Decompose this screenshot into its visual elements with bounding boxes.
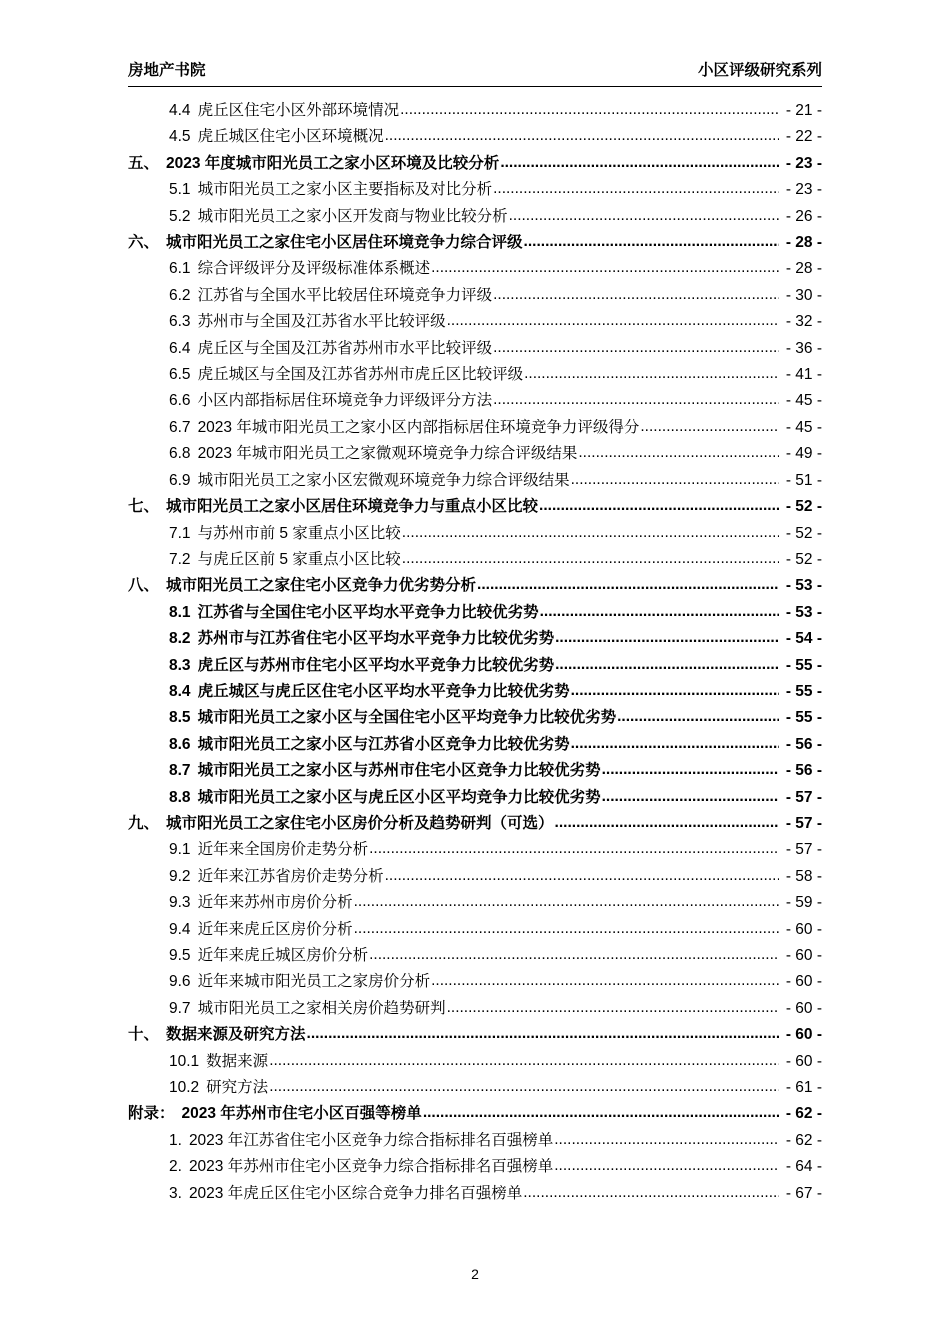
toc-entry-number: 8.7 — [169, 762, 191, 780]
toc-entry[interactable] — [128, 521, 822, 547]
toc-leader-dots — [602, 757, 779, 783]
toc-entry[interactable] — [128, 468, 822, 494]
toc-leader-dots — [539, 493, 779, 519]
toc-entry-number: 2. — [169, 1158, 182, 1176]
toc-entry-label: 城市阳光员工之家住宅小区竞争力优劣势分析 — [166, 577, 477, 595]
toc-entry[interactable] — [128, 890, 822, 916]
toc-leader-dots — [524, 229, 779, 255]
toc-leader-dots — [400, 97, 779, 123]
toc-leader-dots — [578, 440, 779, 466]
toc-entry-label: 2023 年苏州市住宅小区竞争力综合指标排名百强榜单 — [188, 1158, 554, 1176]
toc-leader-dots — [602, 784, 779, 810]
toc-entry-number: 6.9 — [169, 471, 191, 489]
toc-leader-dots — [477, 572, 779, 598]
toc-entry-page: - 57 - — [785, 788, 822, 806]
toc-leader-dots — [493, 335, 779, 361]
toc-entry-label: 城市阳光员工之家相关房价趋势研判 — [197, 999, 446, 1017]
toc-entry-label: 2023 年江苏省住宅小区竞争力综合指标排名百强榜单 — [188, 1131, 554, 1149]
toc-leader-dots — [493, 387, 779, 413]
toc-entry-number: 7.1 — [169, 524, 191, 542]
toc-entry-number: 4.4 — [169, 102, 191, 119]
toc-entry-page: - 54 - — [785, 630, 822, 648]
header-divider — [128, 86, 822, 87]
toc-entry-number: 9.1 — [169, 841, 191, 859]
table-of-contents — [128, 98, 822, 1207]
toc-leader-dots — [571, 467, 779, 493]
toc-entry-number: 6.6 — [169, 392, 191, 410]
toc-entry-page: - 60 - — [785, 973, 822, 991]
toc-entry-number: 8.8 — [169, 788, 191, 806]
toc-entry[interactable] — [128, 494, 822, 520]
toc-entry-page: - 32 - — [785, 313, 822, 331]
toc-entry[interactable] — [128, 177, 822, 203]
toc-entry[interactable] — [128, 600, 822, 626]
toc-leader-dots — [555, 625, 779, 651]
toc-entry-number: 八、 — [128, 577, 160, 595]
toc-entry-label: 数据来源及研究方法 — [166, 1026, 306, 1044]
toc-entry-label: 2023 年度城市阳光员工之家小区环境及比较分析 — [166, 154, 500, 172]
toc-entry-label: 虎丘区与全国及江苏省苏州市水平比较评级 — [197, 339, 493, 357]
toc-entry-number: 1. — [169, 1131, 182, 1149]
toc-leader-dots — [402, 520, 779, 546]
toc-entry-page: - 52 - — [785, 498, 822, 516]
toc-entry-number: 9.7 — [169, 999, 191, 1017]
toc-entry[interactable] — [128, 336, 822, 362]
toc-leader-dots — [269, 1048, 779, 1074]
toc-entry-page: - 28 - — [785, 234, 822, 252]
toc-leader-dots — [523, 1180, 779, 1206]
toc-entry-label: 近年来城市阳光员工之家房价分析 — [197, 973, 431, 991]
toc-entry[interactable] — [128, 837, 822, 863]
toc-entry[interactable] — [128, 1049, 822, 1075]
toc-entry-page: - 62 - — [785, 1105, 822, 1123]
toc-leader-dots — [500, 150, 779, 176]
toc-leader-dots — [402, 546, 779, 572]
toc-entry-number: 10.2 — [169, 1079, 200, 1097]
toc-entry-page: - 41 - — [785, 366, 822, 384]
toc-leader-dots — [617, 704, 779, 730]
toc-entry-number: 5.1 — [169, 181, 191, 199]
toc-entry-number: 9.3 — [169, 894, 191, 912]
toc-entry[interactable] — [128, 732, 822, 758]
toc-entry-label: 虎丘城区住宅小区环境概况 — [197, 128, 384, 146]
toc-entry-page: - 60 - — [785, 1052, 822, 1070]
toc-entry-label: 近年来江苏省房价走势分析 — [197, 867, 384, 885]
toc-entry-number: 6.8 — [169, 445, 191, 463]
toc-entry-number: 7.2 — [169, 550, 191, 568]
toc-entry-page: - 22 - — [785, 128, 822, 146]
toc-entry[interactable] — [128, 256, 822, 282]
page-number: 2 — [471, 1266, 479, 1282]
toc-entry-label: 2023 年城市阳光员工之家微观环境竞争力综合评级结果 — [197, 445, 578, 463]
toc-entry-number: 9.4 — [169, 920, 191, 938]
toc-entry-label: 虎丘区与苏州市住宅小区平均水平竞争力比较优劣势 — [197, 656, 555, 674]
toc-entry-label: 江苏省与全国水平比较居住环境竞争力评级 — [197, 286, 493, 304]
toc-entry-number: 6.5 — [169, 366, 191, 384]
toc-entry-number: 8.1 — [169, 603, 191, 621]
toc-entry-page: - 23 - — [785, 181, 822, 199]
toc-entry-number: 8.5 — [169, 709, 191, 727]
toc-entry-label: 数据来源 — [206, 1052, 269, 1070]
toc-entry-number: 9.6 — [169, 973, 191, 991]
toc-entry-page: - 55 - — [785, 656, 822, 674]
toc-entry[interactable] — [128, 124, 822, 150]
toc-entry-label: 近年来苏州市房价分析 — [197, 894, 353, 912]
toc-entry-label: 近年来虎丘城区房价分析 — [197, 947, 369, 964]
toc-entry-label: 城市阳光员工之家小区与虎丘区小区平均竞争力比较优劣势 — [197, 788, 601, 806]
toc-leader-dots — [571, 731, 779, 757]
toc-entry[interactable] — [128, 705, 822, 731]
toc-leader-dots — [509, 203, 779, 229]
toc-entry-label: 2023 年苏州市住宅小区百强等榜单 — [181, 1105, 422, 1123]
toc-entry-label: 城市阳光员工之家小区与江苏省小区竞争力比较优劣势 — [197, 735, 570, 753]
toc-entry-label: 苏州市与江苏省住宅小区平均水平竞争力比较优劣势 — [197, 630, 555, 648]
page-header — [128, 58, 822, 80]
toc-entry-page: - 49 - — [785, 445, 822, 463]
toc-entry-label: 江苏省与全国住宅小区平均水平竞争力比较优劣势 — [197, 603, 539, 621]
toc-entry-label: 城市阳光员工之家住宅小区居住环境竞争力综合评级 — [166, 234, 523, 252]
toc-entry[interactable] — [128, 1154, 822, 1180]
toc-entry[interactable] — [128, 758, 822, 784]
toc-entry-number: 6.1 — [169, 260, 191, 278]
toc-entry[interactable] — [128, 811, 822, 837]
toc-entry-page: - 28 - — [785, 260, 822, 278]
toc-entry-number: 5.2 — [169, 207, 191, 225]
toc-entry[interactable] — [128, 1022, 822, 1048]
toc-entry-page: - 55 - — [785, 709, 822, 727]
toc-entry-number: 九、 — [128, 814, 160, 832]
toc-entry-number: 6.2 — [169, 286, 191, 304]
toc-entry-page: - 61 - — [785, 1079, 822, 1097]
toc-entry-number: 六、 — [128, 234, 160, 252]
toc-entry-number: 附录： — [128, 1105, 175, 1123]
toc-entry-page: - 52 - — [785, 524, 822, 542]
toc-entry-label: 城市阳光员工之家小区与苏州市住宅小区竞争力比较优劣势 — [197, 762, 601, 780]
toc-leader-dots — [493, 176, 779, 202]
toc-entry-label: 虎丘区住宅小区外部环境情况 — [197, 102, 400, 119]
toc-entry-page: - 60 - — [785, 999, 822, 1017]
toc-entry-number: 6.7 — [169, 418, 191, 436]
toc-entry-number: 6.4 — [169, 339, 191, 357]
toc-entry-label: 苏州市与全国及江苏省水平比较评级 — [197, 313, 446, 331]
toc-leader-dots — [524, 361, 779, 387]
toc-entry[interactable] — [128, 917, 822, 943]
toc-entry-page: - 56 - — [785, 735, 822, 753]
toc-entry-page: - 45 - — [785, 392, 822, 410]
toc-entry-page: - 23 - — [785, 154, 822, 172]
toc-entry-number: 9.2 — [169, 867, 191, 885]
toc-entry[interactable] — [128, 362, 822, 388]
toc-entry[interactable] — [128, 1128, 822, 1154]
toc-leader-dots — [540, 599, 779, 625]
toc-entry-label: 城市阳光员工之家小区主要指标及对比分析 — [197, 181, 493, 199]
toc-entry-label: 研究方法 — [206, 1079, 269, 1097]
toc-entry-label: 近年来全国房价走势分析 — [197, 841, 369, 859]
toc-entry-page: - 60 - — [785, 1026, 822, 1044]
toc-entry-number: 七、 — [128, 498, 160, 516]
toc-entry-number: 4.5 — [169, 128, 191, 146]
toc-entry-page: - 53 - — [785, 603, 822, 621]
toc-entry[interactable] — [128, 864, 822, 890]
toc-entry[interactable] — [128, 415, 822, 441]
toc-leader-dots — [447, 995, 779, 1021]
toc-entry-label: 虎丘城区与全国及江苏省苏州市虎丘区比较评级 — [197, 366, 524, 384]
toc-entry-number: 五、 — [128, 154, 160, 172]
header-left-text: 房地产书院 — [128, 62, 206, 79]
toc-entry-label: 2023 年城市阳光员工之家小区内部指标居住环境竞争力评级得分 — [197, 418, 640, 436]
toc-entry-page: - 53 - — [785, 577, 822, 595]
toc-entry[interactable] — [128, 1181, 822, 1207]
toc-entry-number: 十、 — [128, 1026, 160, 1044]
toc-entry-number: 10.1 — [169, 1052, 200, 1070]
toc-entry[interactable] — [128, 151, 822, 177]
toc-entry-page: - 60 - — [785, 947, 822, 964]
toc-leader-dots — [369, 942, 779, 968]
toc-leader-dots — [269, 1074, 779, 1100]
toc-leader-dots — [554, 1153, 779, 1179]
toc-entry-label: 与虎丘区前 5 家重点小区比较 — [197, 550, 401, 568]
toc-entry-page: - 21 - — [785, 102, 822, 119]
toc-entry-number: 8.3 — [169, 656, 191, 674]
toc-entry[interactable] — [128, 98, 822, 124]
toc-leader-dots — [354, 889, 779, 915]
toc-entry[interactable] — [128, 388, 822, 414]
toc-entry-page: - 58 - — [785, 867, 822, 885]
toc-leader-dots — [493, 282, 779, 308]
toc-entry-number: 8.4 — [169, 682, 191, 700]
toc-entry-page: - 57 - — [785, 841, 822, 859]
toc-leader-dots — [431, 255, 779, 281]
toc-leader-dots — [571, 678, 779, 704]
toc-entry[interactable] — [128, 573, 822, 599]
toc-entry-page: - 64 - — [785, 1158, 822, 1176]
toc-entry-label: 城市阳光员工之家小区开发商与物业比较分析 — [197, 207, 508, 225]
toc-leader-dots — [555, 810, 779, 836]
toc-entry-label: 城市阳光员工之家小区与全国住宅小区平均竞争力比较优劣势 — [197, 709, 617, 727]
toc-entry[interactable] — [128, 230, 822, 256]
toc-leader-dots — [555, 652, 779, 678]
toc-entry[interactable] — [128, 653, 822, 679]
toc-leader-dots — [640, 414, 779, 440]
toc-entry-label: 城市阳光员工之家住宅小区房价分析及趋势研判（可选） — [166, 814, 554, 832]
toc-entry[interactable] — [128, 679, 822, 705]
toc-entry-number: 8.2 — [169, 630, 191, 648]
header-right-text: 小区评级研究系列 — [697, 62, 822, 79]
toc-entry[interactable] — [128, 204, 822, 230]
toc-entry-number: 3. — [169, 1184, 182, 1202]
toc-entry-page: - 67 - — [785, 1184, 822, 1202]
toc-leader-dots — [369, 836, 779, 862]
toc-leader-dots — [354, 916, 779, 942]
toc-entry-label: 城市阳光员工之家小区居住环境竞争力与重点小区比较 — [166, 498, 539, 516]
toc-entry[interactable] — [128, 547, 822, 573]
toc-entry-page: - 26 - — [785, 207, 822, 225]
toc-entry-label: 2023 年虎丘区住宅小区综合竞争力排名百强榜单 — [188, 1184, 523, 1202]
toc-leader-dots — [447, 308, 779, 334]
toc-entry-page: - 56 - — [785, 762, 822, 780]
toc-leader-dots — [307, 1021, 779, 1047]
toc-entry[interactable] — [128, 1101, 822, 1127]
toc-entry-label: 城市阳光员工之家小区宏微观环境竞争力综合评级结果 — [197, 471, 570, 489]
toc-entry[interactable] — [128, 785, 822, 811]
toc-entry-number: 9.5 — [169, 947, 191, 964]
toc-leader-dots — [554, 1127, 779, 1153]
toc-entry-page: - 52 - — [785, 550, 822, 568]
toc-entry-label: 近年来虎丘区房价分析 — [197, 920, 353, 938]
toc-entry-label: 虎丘城区与虎丘区住宅小区平均水平竞争力比较优劣势 — [197, 682, 570, 700]
toc-entry[interactable] — [128, 283, 822, 309]
toc-entry-page: - 62 - — [785, 1131, 822, 1149]
toc-entry[interactable] — [128, 441, 822, 467]
toc-leader-dots — [431, 968, 779, 994]
toc-entry-page: - 59 - — [785, 894, 822, 912]
toc-entry-label: 小区内部指标居住环境竞争力评级评分方法 — [197, 392, 493, 410]
toc-entry-label: 综合评级评分及评级标准体系概述 — [197, 260, 431, 278]
toc-entry[interactable] — [128, 943, 822, 969]
toc-entry-page: - 36 - — [785, 339, 822, 357]
toc-entry[interactable] — [128, 996, 822, 1022]
toc-entry-number: 8.6 — [169, 735, 191, 753]
toc-entry-number: 6.3 — [169, 313, 191, 331]
toc-entry[interactable] — [128, 626, 822, 652]
toc-entry[interactable] — [128, 309, 822, 335]
toc-entry-page: - 55 - — [785, 682, 822, 700]
toc-entry-page: - 45 - — [785, 418, 822, 436]
toc-leader-dots — [423, 1100, 779, 1126]
toc-entry[interactable] — [128, 1075, 822, 1101]
toc-leader-dots — [385, 123, 779, 149]
toc-entry-page: - 60 - — [785, 920, 822, 938]
toc-entry-page: - 30 - — [785, 286, 822, 304]
toc-entry-label: 与苏州市前 5 家重点小区比较 — [197, 524, 401, 542]
toc-entry[interactable] — [128, 969, 822, 995]
toc-entry-page: - 57 - — [785, 814, 822, 832]
toc-entry-page: - 51 - — [785, 471, 822, 489]
toc-leader-dots — [385, 863, 779, 889]
